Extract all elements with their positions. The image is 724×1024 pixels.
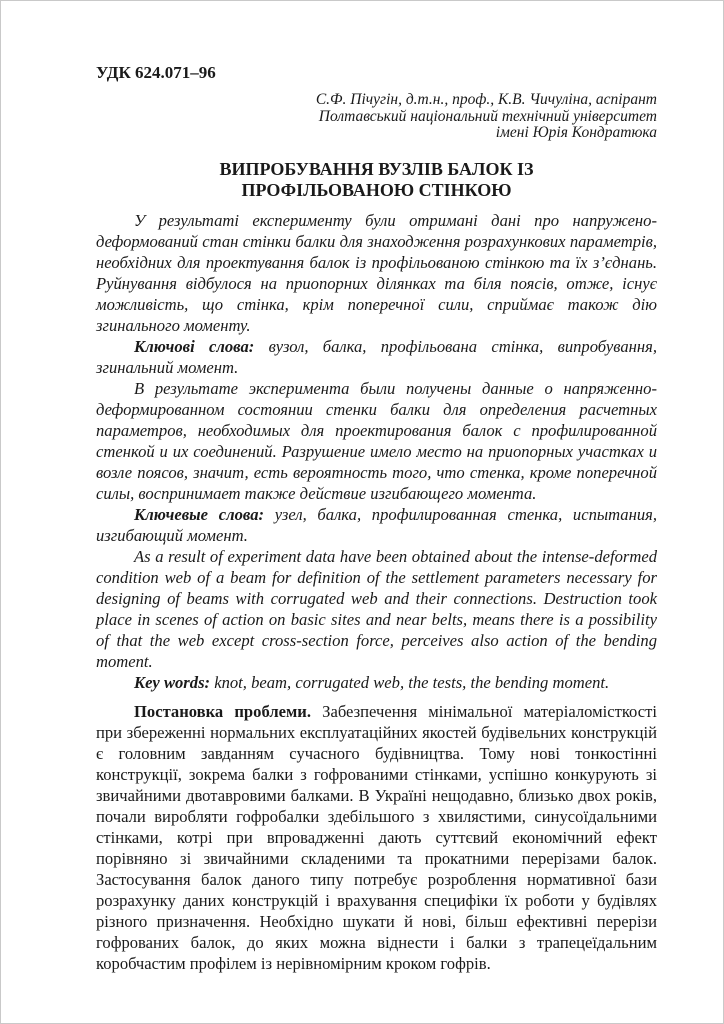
keywords-russian — [96, 504, 657, 546]
byline-block — [96, 92, 657, 142]
keywords-english-label: Key words: — [134, 672, 211, 692]
abstract-ukrainian: У результаті експерименту були отримані дані про напружено-деформований стан стінки балки для знаходження розрахункових параметрів, необхідних для проектування балок із профільованою стінкою та їх з’єднань. Руйнування відбулося на приопорних ділянках та біля поясів, отже, існує можливість, що стінка, крім поперечної сили, сприймає також дію згинального моменту. — [96, 210, 657, 335]
keywords-english — [96, 672, 657, 693]
article-title-line-2: ПРОФІЛЬОВАНОЮ СТІНКОЮ — [241, 179, 512, 200]
udc-code: УДК 624.071–96 — [96, 63, 216, 82]
article-title-line-1: ВИПРОБУВАННЯ ВУЗЛІВ БАЛОК ІЗ — [219, 158, 534, 179]
problem-statement-text: Забезпечення мінімальної матеріаломісткості при збереженні нормальних експлуатаційних якостей будівельних конструкцій є головним завданням сучасного будівництва. Тому нові тонкостінні конструкції, зокрема балки з гофрованими стінками, успішно конкурують зі звичайними двотавровими балками. В Україні нещодавно, близько двох років, почали виробляти гофробалки здебільшого з хвилястими, синусоїдальними стінками, котрі при впровадженні дають суттєвий економічний ефект порівняно зі звичайними складеними та прокатними перерізами балок. Застосування балок даного типу потребує розроблення нормативної бази розрахунку даних конструкцій і врахування специфіки їх роботи у будівлях різного призначення. Необхідно шукати й нові, більш ефективні перерізи гофрованих балок, до яких можна віднести і балки з трапецеїдальним коробчастим профілем із нерівномірним кроком гофрів. — [96, 701, 657, 973]
keywords-ukrainian-label: Ключові слова: — [134, 336, 255, 356]
abstract-english: As a result of experiment data have been obtained about the intense-deformed condition web of a beam for definition of the settlement parameters necessary for designing of beams with corrugated web and their connections. Destruction took place in scenes of action on basic sites and near belts, means there is a possibility of that the web except cross-section force, perceives also action of the bending moment. — [96, 546, 657, 671]
keywords-ukrainian-list: вузол, балка, профільована стінка, випробування, згинальний момент. — [96, 336, 657, 377]
authors-line: С.Ф. Пічугін, д.т.н., проф., К.В. Чичуліна, аспірант — [315, 91, 657, 108]
problem-statement-paragraph — [96, 701, 657, 974]
keywords-russian-list: узел, балка, профилированная стенка, испытания, изгибающий момент. — [96, 504, 657, 545]
abstracts-block — [96, 210, 657, 693]
keywords-english-list: knot, beam, corrugated web, the tests, the bending moment. — [214, 672, 610, 692]
affiliation-line-2: імені Юрія Кондратюка — [495, 124, 657, 141]
problem-statement-heading: Постановка проблеми. — [134, 701, 312, 721]
page-content — [96, 63, 657, 974]
affiliation-line-1: Полтавський національний технічний університет — [318, 107, 657, 125]
keywords-russian-label: Ключевые слова: — [134, 504, 265, 524]
abstract-russian: В результате эксперимента были получены данные о напряженно-деформированном состоянии стенки балки для определения расчетных параметров, необходимых для проектирования балок с профилированной стенкой и их соединений. Разрушение имело место на приопорных участках и возле поясов, значит, есть вероятность того, что стенка, кроме поперечной силы, воспринимает также действие изгибающего момента. — [96, 378, 657, 503]
body-section — [96, 701, 657, 974]
article-title — [96, 159, 657, 201]
keywords-ukrainian — [96, 336, 657, 378]
